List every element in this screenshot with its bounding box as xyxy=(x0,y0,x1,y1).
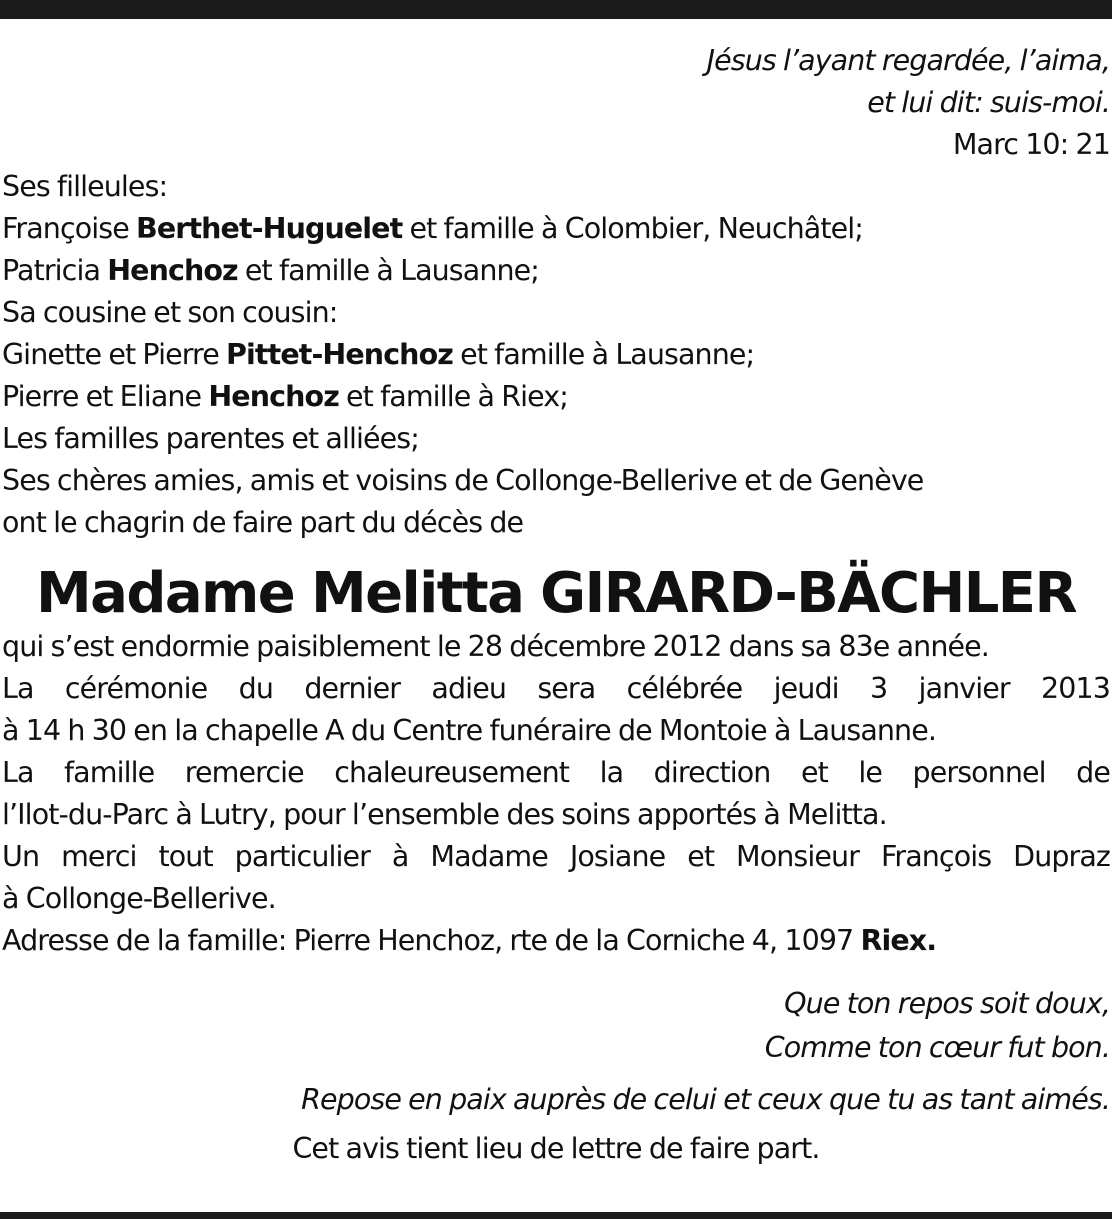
goddaughters-label: Ses filleules: xyxy=(2,170,168,203)
notice-line: Cet avis tient lieu de lettre de faire part. xyxy=(292,1132,820,1165)
goddaughter-1-surname: Berthet-Huguelet xyxy=(136,212,403,245)
cousin-2-first: Pierre et Eliane xyxy=(2,380,209,413)
ceremony-line-2: à 14 h 30 en la chapelle A du Centre funéraire de Montoie à Lausanne. xyxy=(2,714,937,747)
goddaughter-1 xyxy=(2,208,1110,250)
goddaughter-2-surname: Henchoz xyxy=(107,254,238,287)
cousin-1-surname: Pittet-Henchoz xyxy=(226,338,453,371)
cousin-2-rest: et famille à Riex; xyxy=(338,380,568,413)
goddaughter-2-rest: et famille à Lausanne; xyxy=(237,254,539,287)
rest-in-peace-line: Repose en paix auprès de celui et ceux que tu as tant aimés. xyxy=(301,1083,1110,1116)
family-address xyxy=(2,920,1110,962)
goddaughter-1-rest: et famille à Colombier, Neuchâtel; xyxy=(402,212,863,245)
cousin-1-first: Ginette et Pierre xyxy=(2,338,227,371)
cousins-label: Sa cousine et son cousin: xyxy=(2,296,338,329)
thanks-line-2: l’Ilot-du-Parc à Lutry, pour l’ensemble des soins apportés à Melitta. xyxy=(2,798,887,831)
poem-line-1: Que ton repos soit doux, xyxy=(784,987,1110,1020)
cousin-2-surname: Henchoz xyxy=(208,380,339,413)
address-text: Adresse de la famille: Pierre Henchoz, rte de la Corniche 4, 1097 xyxy=(2,924,861,957)
merci-line-1: Un merci tout particulier à Madame Josiane et Monsieur François Dupraz xyxy=(2,840,1110,873)
goddaughter-2-first: Patricia xyxy=(2,254,108,287)
cousin-1-rest: et famille à Lausanne; xyxy=(452,338,755,371)
thanks-line-1: La famille remercie chaleureusement la direction et le personnel de xyxy=(2,756,1110,789)
epigraph-line-2: et lui dit: suis-moi. xyxy=(867,86,1110,119)
goddaughter-1-first: Françoise xyxy=(2,212,137,245)
obituary-notice xyxy=(2,40,1110,1170)
announcement-line: ont le chagrin de faire part du décès de xyxy=(2,506,524,539)
goddaughter-2 xyxy=(2,250,1110,292)
bottom-rule xyxy=(0,1212,1112,1219)
deceased-name: Madame Melitta GIRARD-BÄCHLER xyxy=(36,561,1076,626)
cousin-2 xyxy=(2,376,1110,418)
epigraph-line-1: Jésus l’ayant regardée, l’aima, xyxy=(706,44,1110,77)
poem-line-2: Comme ton cœur fut bon. xyxy=(764,1031,1110,1064)
cousin-1 xyxy=(2,334,1110,376)
merci-line-2: à Collonge-Bellerive. xyxy=(2,882,276,915)
friends-line: Ses chères amies, amis et voisins de Collonge-Bellerive et de Genève xyxy=(2,464,924,497)
top-rule xyxy=(0,0,1112,19)
passing-line: qui s’est endormie paisiblement le 28 décembre 2012 dans sa 83e année. xyxy=(2,630,989,663)
ceremony-line-1: La cérémonie du dernier adieu sera célébrée jeudi 3 janvier 2013 xyxy=(2,672,1110,705)
relatives-line: Les familles parentes et alliées; xyxy=(2,422,419,455)
address-city: Riex. xyxy=(860,924,937,957)
epigraph-reference: Marc 10: 21 xyxy=(952,128,1110,161)
